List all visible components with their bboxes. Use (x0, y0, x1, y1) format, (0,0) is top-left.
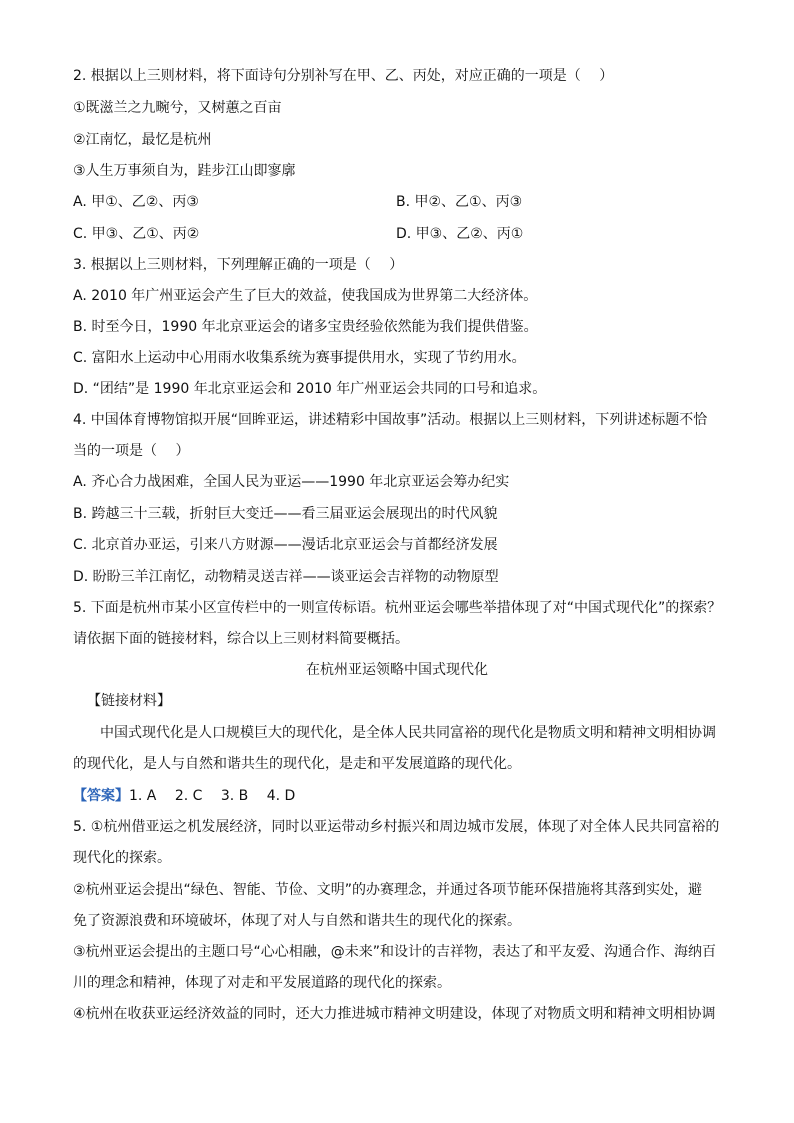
q2-stem: 2. 根据以上三则材料，将下面诗句分别补写在甲、乙、丙处，对应正确的一项是（ ） (73, 68, 614, 84)
q3-option-d: D. “团结”是 1990 年北京亚运会和 2010 年广州亚运会共同的口号和追求。 (73, 381, 547, 397)
q4-option-d: D. 盼盼三羊江南忆，动物精灵送吉祥——谈亚运会吉祥物的动物原型 (73, 569, 499, 585)
q2-line-3: ③人生万事须自为，跬步江山即寥廓 (73, 163, 296, 179)
q2-option-b: B. 甲②、乙①、丙③ (396, 194, 523, 210)
q2-option-d: D. 甲③、乙②、丙① (396, 226, 524, 242)
q3-option-b: B. 时至今日，1990 年北京亚运会的诸多宝贵经验依然能为我们提供借鉴。 (73, 319, 538, 335)
q5-link-label: 【链接材料】 (87, 693, 171, 709)
q3-stem: 3. 根据以上三则材料，下列理解正确的一项是（ ） (73, 257, 404, 273)
q2-option-c: C. 甲③、乙①、丙② (73, 226, 200, 242)
answer-line-6: 川的理念和精神，体现了对走和平发展道路的现代化的探索。 (73, 975, 451, 991)
q2-line-1: ①既滋兰之九畹兮，又树蕙之百亩 (73, 100, 282, 116)
q5-slogan: 在杭州亚运领略中国式现代化 (306, 662, 488, 678)
answer-line-5: ③杭州亚运会提出的主题口号“心心相融，@未来”和设计的吉祥物，表达了和平友爱、沟通合作、海纳百 (73, 944, 717, 960)
q2-line-2: ②江南忆，最忆是杭州 (73, 132, 212, 148)
q2-option-a: A. 甲①、乙②、丙③ (73, 194, 199, 210)
answer-choices-line (73, 786, 295, 806)
q4-option-c: C. 北京首办亚运，引来八方财源——漫话北京亚运会与首都经济发展 (73, 537, 498, 553)
answer-choices: 1. A 2. C 3. B 4. D (129, 788, 296, 804)
answer-label: 【答案】 (73, 788, 129, 804)
answer-line-7: ④杭州在收获亚运经济效益的同时，还大力推进城市精神文明建设，体现了对物质文明和精神文明相协调 (73, 1006, 716, 1022)
q5-stem-line-1: 5. 下面是杭州市某小区宣传栏中的一则宣传标语。杭州亚运会哪些举措体现了对“中国式现代化”的探索？ (73, 600, 722, 616)
q4-option-a: A. 齐心合力战困难，全国人民为亚运——1990 年北京亚运会筹办纪实 (73, 474, 510, 490)
q5-stem-line-2: 请依据下面的链接材料，综合以上三则材料简要概括。 (73, 631, 409, 647)
q4-stem-line-2: 当的一项是（ ） (73, 443, 190, 459)
answer-line-1: 5. ①杭州借亚运之机发展经济，同时以亚运带动乡村振兴和周边城市发展，体现了对全体人民共同富裕的 (73, 819, 720, 835)
q3-option-a: A. 2010 年广州亚运会产生了巨大的效益，使我国成为世界第二大经济体。 (73, 288, 538, 304)
answer-line-2: 现代化的探索。 (73, 850, 171, 866)
answer-line-4: 免了资源浪费和环境破坏，体现了对人与自然和谐共生的现代化的探索。 (73, 913, 521, 929)
q5-link-line-2: 的现代化，是人与自然和谐共生的现代化，是走和平发展道路的现代化。 (73, 756, 521, 772)
q4-stem-line-1: 4. 中国体育博物馆拟开展“回眸亚运，讲述精彩中国故事”活动。根据以上三则材料，下列讲述标题不恰 (73, 412, 708, 428)
q4-option-b: B. 跨越三十三载，折射巨大变迁——看三届亚运会展现出的时代风貌 (73, 506, 498, 522)
answer-line-3: ②杭州亚运会提出“绿色、智能、节俭、文明”的办赛理念，并通过各项节能环保措施将其落到实处，避 (73, 882, 703, 898)
q5-link-line-1: 中国式现代化是人口规模巨大的现代化，是全体人民共同富裕的现代化是物质文明和精神文明相协调 (100, 725, 716, 741)
q3-option-c: C. 富阳水上运动中心用雨水收集系统为赛事提供用水，实现了节约用水。 (73, 350, 526, 366)
